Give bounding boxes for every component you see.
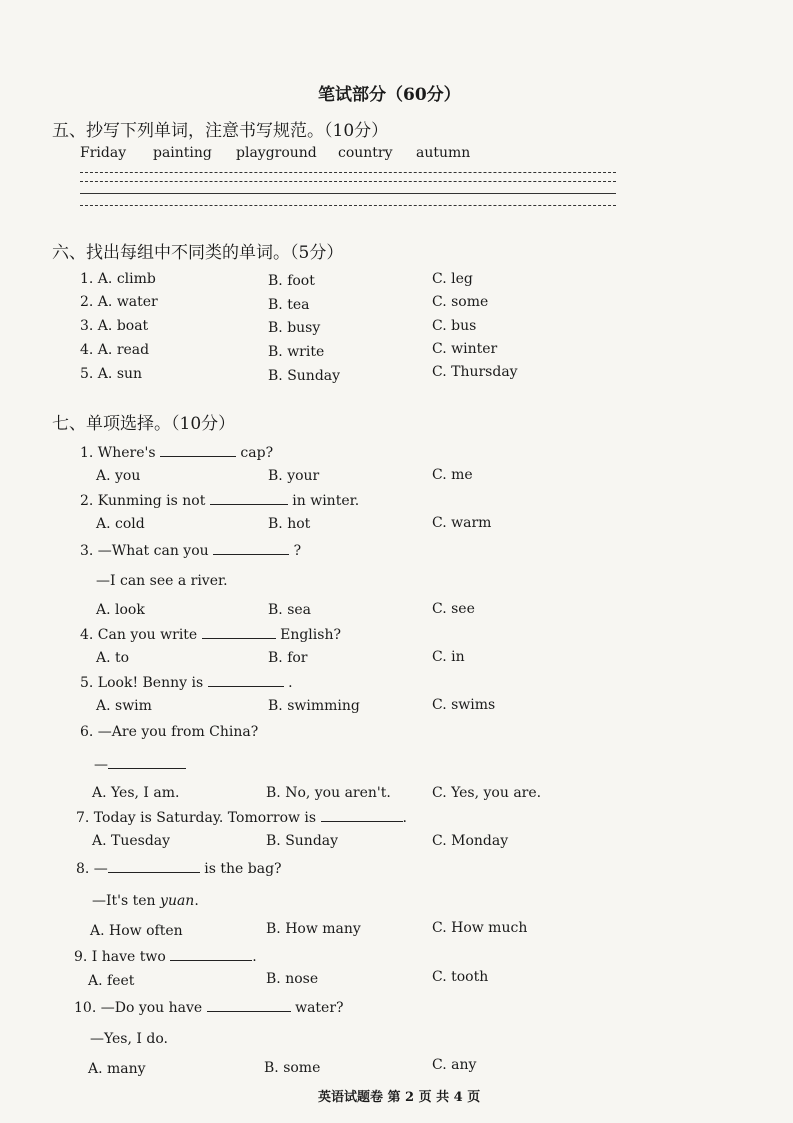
s7-q2-option-b: B. hot xyxy=(268,516,311,532)
s6-q4-option-c: C. winter xyxy=(432,341,498,357)
s7-q8-option-c: C. How much xyxy=(432,920,528,936)
writing-line-3[interactable] xyxy=(80,193,616,194)
s6-q5-option-c: C. Thursday xyxy=(432,364,518,380)
s7-q1-option-b: B. your xyxy=(268,468,320,484)
s7-q6-option-b: B. No, you aren't. xyxy=(266,785,391,801)
s7-q3-option-c: C. see xyxy=(432,601,475,617)
copy-word-5: autumn xyxy=(416,145,471,161)
s6-q5-option-b: B. Sunday xyxy=(268,368,341,384)
s7-q7-option-a: A. Tuesday xyxy=(92,833,171,849)
s6-q3-option-c: C. bus xyxy=(432,318,477,334)
s7-q4-blank[interactable] xyxy=(202,626,276,639)
s6-q4-option-b: B. write xyxy=(268,344,325,360)
s7-q6-option-c: C. Yes, you are. xyxy=(432,785,542,801)
s7-q1-option-a: A. you xyxy=(96,468,141,484)
s7-q10-option-a: A. many xyxy=(88,1061,146,1077)
s7-q9-option-c: C. tooth xyxy=(432,969,489,985)
s7-q4-stem: 4. Can you write English? xyxy=(80,627,341,643)
s6-q1-option-a: 1. A. climb xyxy=(80,271,156,287)
s7-q10-option-c: C. any xyxy=(432,1057,477,1073)
s7-q10-option-b: B. some xyxy=(264,1060,321,1076)
writing-line-1[interactable] xyxy=(80,172,616,173)
s7-q8-option-a: A. How often xyxy=(90,923,183,939)
s7-q7-option-b: B. Sunday xyxy=(266,833,339,849)
section-5-heading: 五、抄写下列单词，注意书写规范。（10分） xyxy=(52,121,389,141)
s7-q8-blank[interactable] xyxy=(108,860,200,873)
s7-q6-option-a: A. Yes, I am. xyxy=(92,785,180,801)
page-title: 笔试部分（60分） xyxy=(318,85,461,105)
s6-q1-option-c: C. leg xyxy=(432,271,473,287)
section-7-heading: 七、单项选择。（10分） xyxy=(52,414,236,434)
s7-q5-option-c: C. swims xyxy=(432,697,496,713)
s7-q7-blank[interactable] xyxy=(321,809,403,822)
copy-word-4: country xyxy=(338,145,393,161)
s7-q2-option-c: C. warm xyxy=(432,515,492,531)
s7-q3-option-a: A. look xyxy=(96,602,145,618)
s7-q10-stem: 10. —Do you have water? xyxy=(74,1000,344,1016)
s7-q10-answer-line: —Yes, I do. xyxy=(90,1031,168,1047)
s6-q2-option-b: B. tea xyxy=(268,297,310,313)
copy-word-2: painting xyxy=(153,145,212,161)
s7-q3-option-b: B. sea xyxy=(268,602,312,618)
s7-q9-blank[interactable] xyxy=(170,948,252,961)
writing-line-4[interactable] xyxy=(80,205,616,206)
s7-q3-answer-line: —I can see a river. xyxy=(96,573,228,589)
copy-word-3: playground xyxy=(236,145,317,161)
page-footer: 英语试题卷 第 2 页 共 4 页 xyxy=(318,1090,481,1105)
s6-q3-option-a: 3. A. boat xyxy=(80,318,149,334)
writing-line-2[interactable] xyxy=(80,181,616,182)
s7-q5-option-b: B. swimming xyxy=(268,698,360,714)
section-6-heading: 六、找出每组中不同类的单词。（5分） xyxy=(52,243,344,263)
s6-q3-option-b: B. busy xyxy=(268,320,321,336)
s7-q8-answer-line: —It's ten yuan. xyxy=(92,893,199,909)
s7-q5-stem: 5. Look! Benny is . xyxy=(80,675,293,691)
s6-q5-option-a: 5. A. sun xyxy=(80,366,143,382)
s7-q4-option-a: A. to xyxy=(96,650,130,666)
s7-q9-option-b: B. nose xyxy=(266,971,319,987)
s7-q7-stem: 7. Today is Saturday. Tomorrow is . xyxy=(76,810,407,826)
s7-q4-option-b: B. for xyxy=(268,650,308,666)
s7-q8-option-b: B. How many xyxy=(266,921,361,937)
s7-q1-blank[interactable] xyxy=(160,444,236,457)
s6-q2-option-c: C. some xyxy=(432,294,489,310)
s7-q3-stem: 3. —What can you ? xyxy=(80,543,302,559)
s7-q10-blank[interactable] xyxy=(207,999,291,1012)
s7-q2-option-a: A. cold xyxy=(96,516,145,532)
s7-q9-stem: 9. I have two . xyxy=(74,949,257,965)
copy-word-1: Friday xyxy=(80,145,127,161)
s7-q6-answer-line: — xyxy=(94,756,186,773)
s7-q8-stem: 8. — is the bag? xyxy=(76,861,282,877)
s7-q5-blank[interactable] xyxy=(208,674,284,687)
s6-q4-option-a: 4. A. read xyxy=(80,342,150,358)
s7-q5-option-a: A. swim xyxy=(96,698,152,714)
s7-q2-blank[interactable] xyxy=(210,492,288,505)
s7-q7-option-c: C. Monday xyxy=(432,833,509,849)
s7-q6-stem: 6. —Are you from China? xyxy=(80,724,259,740)
s7-q4-option-c: C. in xyxy=(432,649,465,665)
s6-q2-option-a: 2. A. water xyxy=(80,294,158,310)
s7-q9-option-a: A. feet xyxy=(88,973,135,989)
s7-q6-blank[interactable] xyxy=(108,756,186,769)
s7-q2-stem: 2. Kunming is not in winter. xyxy=(80,493,360,509)
s7-q3-blank[interactable] xyxy=(213,542,289,555)
s7-q1-option-c: C. me xyxy=(432,467,473,483)
s6-q1-option-b: B. foot xyxy=(268,273,315,289)
s7-q1-stem: 1. Where's cap? xyxy=(80,445,274,461)
